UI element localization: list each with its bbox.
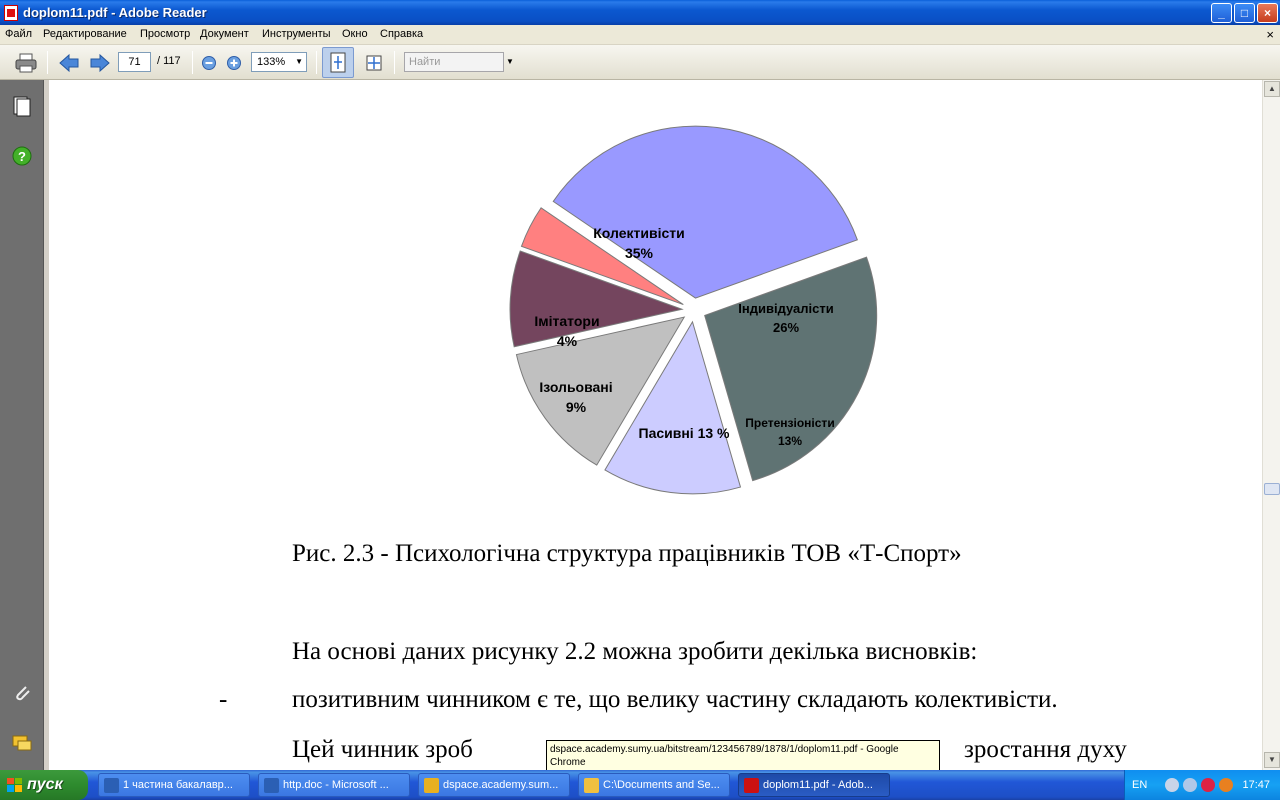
adobe-reader-icon — [4, 5, 18, 21]
printer-icon — [14, 52, 38, 74]
arrow-left-icon — [58, 53, 80, 73]
taskbar-button-label: dspace.academy.sum... — [443, 779, 559, 791]
taskbar-button[interactable] — [578, 773, 730, 797]
menu-view[interactable]: Просмотр — [140, 28, 191, 40]
vertical-scrollbar[interactable] — [1262, 80, 1280, 770]
taskbar-button-label: http.doc - Microsoft ... — [283, 779, 389, 791]
pie-slice-label: Претензіоністи 13% — [745, 416, 835, 448]
pie-slice-label: Ізольовані 9% — [539, 379, 613, 415]
paperclip-icon[interactable] — [11, 682, 33, 704]
scroll-down-icon[interactable]: ▼ — [1264, 752, 1280, 768]
navigation-panel — [0, 80, 44, 770]
windows-flag-icon — [7, 778, 22, 792]
scroll-thumb[interactable] — [1264, 483, 1280, 495]
paragraph-text: Цей чинник зроб — [292, 736, 473, 763]
tooltip: dspace.academy.sumy.ua/bitstream/123456789/1878/1/doplom11.pdf - Google Chrome — [546, 740, 940, 771]
print-button[interactable] — [12, 50, 40, 75]
language-indicator[interactable]: EN — [1132, 779, 1148, 791]
pie-slice-label: Імітатори 4% — [534, 313, 600, 349]
paragraph-text: На основі даних рисунку 2.2 можна зробити декілька висновків: — [292, 638, 978, 665]
figure-caption: Рис. 2.3 - Психологічна структура працівників ТОВ «Т-Спорт» — [292, 540, 962, 567]
page-total: / 117 — [157, 55, 181, 67]
page-number-input[interactable]: 71 — [118, 52, 151, 72]
pages-icon[interactable] — [11, 95, 33, 117]
menu-window[interactable]: Окно — [342, 28, 368, 40]
pie-slice-label: Колективісти 35% — [593, 225, 685, 261]
zoom-select[interactable] — [251, 52, 307, 72]
taskbar-button-label: C:\Documents and Se... — [603, 779, 720, 791]
start-button[interactable] — [0, 770, 88, 800]
taskbar-button-label: 1 частина бакалавр... — [123, 779, 233, 791]
menu-close-icon[interactable]: × — [1266, 27, 1274, 42]
fit-page-icon — [323, 48, 353, 77]
taskbar-button[interactable] — [738, 773, 890, 797]
title-bar — [0, 0, 1280, 25]
clock: 17:47 — [1242, 779, 1270, 791]
scroll-up-icon[interactable]: ▲ — [1264, 81, 1280, 97]
zoom-value: 133% — [257, 56, 286, 68]
previous-page-button[interactable] — [56, 50, 82, 75]
bullet-dash: - — [219, 686, 228, 713]
network-icon[interactable] — [1165, 778, 1179, 792]
close-button[interactable]: × — [1257, 3, 1278, 23]
maximize-button[interactable]: □ — [1234, 3, 1255, 23]
paragraph-text: зростання духу — [964, 736, 1127, 763]
toolbar — [0, 45, 1280, 80]
paragraph-text: позитивним чинником є те, що велику частину складають колективісти. — [292, 686, 1058, 713]
toolbar-separator — [394, 51, 395, 74]
taskbar-button[interactable] — [98, 773, 250, 797]
taskbar — [0, 770, 1280, 800]
start-label: пуск — [27, 776, 63, 793]
zoom-in-button[interactable] — [225, 50, 243, 75]
arrow-right-icon — [89, 53, 111, 73]
menu-bar — [0, 25, 1280, 45]
next-page-button[interactable] — [87, 50, 113, 75]
taskbar-button[interactable] — [258, 773, 410, 797]
document-view[interactable] — [44, 80, 1262, 770]
find-input[interactable]: Найти — [404, 52, 504, 72]
menu-document[interactable]: Документ — [200, 28, 249, 40]
toolbar-separator — [47, 51, 48, 74]
browser-icon[interactable] — [1219, 778, 1233, 792]
window-title: doplom11.pdf - Adobe Reader — [23, 5, 207, 20]
zoom-in-icon — [226, 55, 242, 71]
toolbar-separator — [316, 51, 317, 74]
menu-tools[interactable]: Инструменты — [262, 28, 331, 40]
chevron-down-icon: ▼ — [295, 57, 303, 66]
fit-window-button[interactable] — [362, 50, 386, 75]
minimize-button[interactable]: _ — [1211, 3, 1232, 23]
signal-icon[interactable] — [1183, 778, 1197, 792]
svg-text:?: ? — [18, 149, 26, 164]
system-tray — [1124, 770, 1280, 800]
pie-slice-label: Індивідуалісти 26% — [738, 301, 834, 335]
zoom-out-button[interactable] — [200, 50, 218, 75]
fit-page-button[interactable] — [322, 47, 354, 78]
taskbar-button[interactable] — [418, 773, 570, 797]
zoom-out-icon — [201, 55, 217, 71]
menu-edit[interactable]: Редактирование — [43, 28, 127, 40]
page-edge — [44, 80, 49, 770]
app-icon — [744, 778, 759, 793]
taskbar-button-label: doplom11.pdf - Adob... — [763, 779, 873, 791]
app-icon — [584, 778, 599, 793]
app-icon — [424, 778, 439, 793]
menu-file[interactable]: Файл — [5, 28, 33, 40]
menu-help[interactable]: Справка — [380, 28, 424, 40]
comments-icon[interactable] — [11, 732, 33, 754]
fit-window-icon — [364, 53, 384, 73]
help-icon[interactable] — [11, 145, 33, 167]
app-icon — [104, 778, 119, 793]
app-icon — [264, 778, 279, 793]
pie-chart — [484, 110, 904, 530]
flag-icon[interactable] — [1201, 778, 1215, 792]
chevron-down-icon[interactable]: ▼ — [506, 57, 514, 66]
toolbar-separator — [192, 51, 193, 74]
pie-slice-label: Пасивні 13 % — [638, 425, 730, 441]
